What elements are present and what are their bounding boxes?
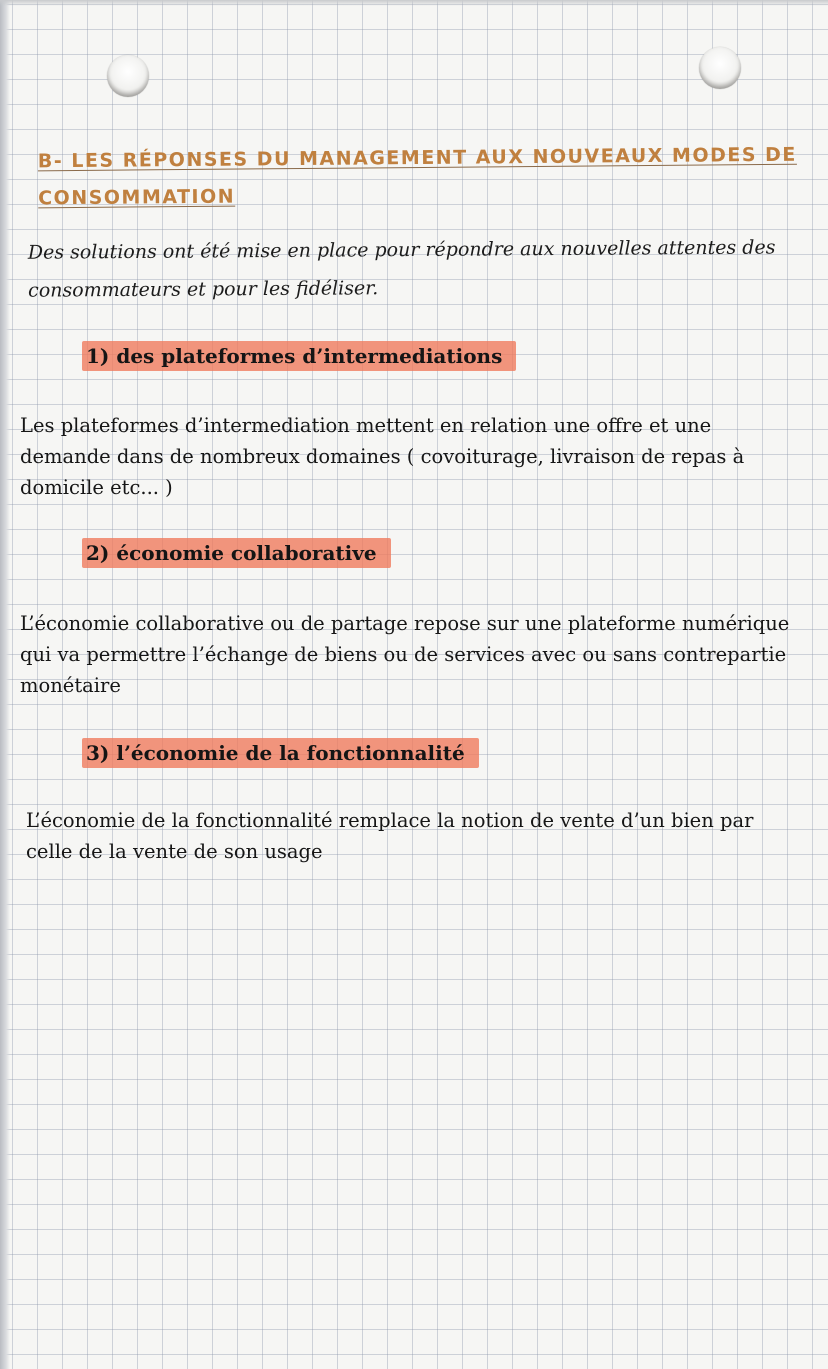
paragraph-economie-collaborative: L’économie collaborative ou de partage repose sur une plateforme numérique qui va permettre l’échange de biens ou de services avec ou sans contrepartie monétaire [20,612,790,697]
heading-plateformes: 1) des plateformes d’intermediations [82,341,516,371]
card-top-edge [0,0,828,6]
heading-economie-fonctionnalite: 3) l’économie de la fonctionnalité [82,738,479,768]
intro-text: Des solutions ont été mise en place pour répondre aux nouvelles attentes des consommateurs et pour les fidéliser. [27,236,776,302]
card-left-edge [0,0,10,1369]
paragraph-economie-fonctionnalite: L’économie de la fonctionnalité remplace la notion de vente d’un bien par celle de la vente de son usage [26,809,754,863]
heading-economie-collaborative: 2) économie collaborative [82,538,391,568]
section-title: B- LES RÉPONSES DU MANAGEMENT AUX NOUVEAUX MODES DE CONSOMMATION [37,143,797,210]
paragraph-plateformes: Les plateformes d’intermediation mettent en relation une offre et une demande dans de nombreux domaines ( covoiturage, livraison de repas à domicile etc... ) [20,414,745,499]
punch-hole-right [699,47,741,89]
punch-hole-left [107,55,149,97]
